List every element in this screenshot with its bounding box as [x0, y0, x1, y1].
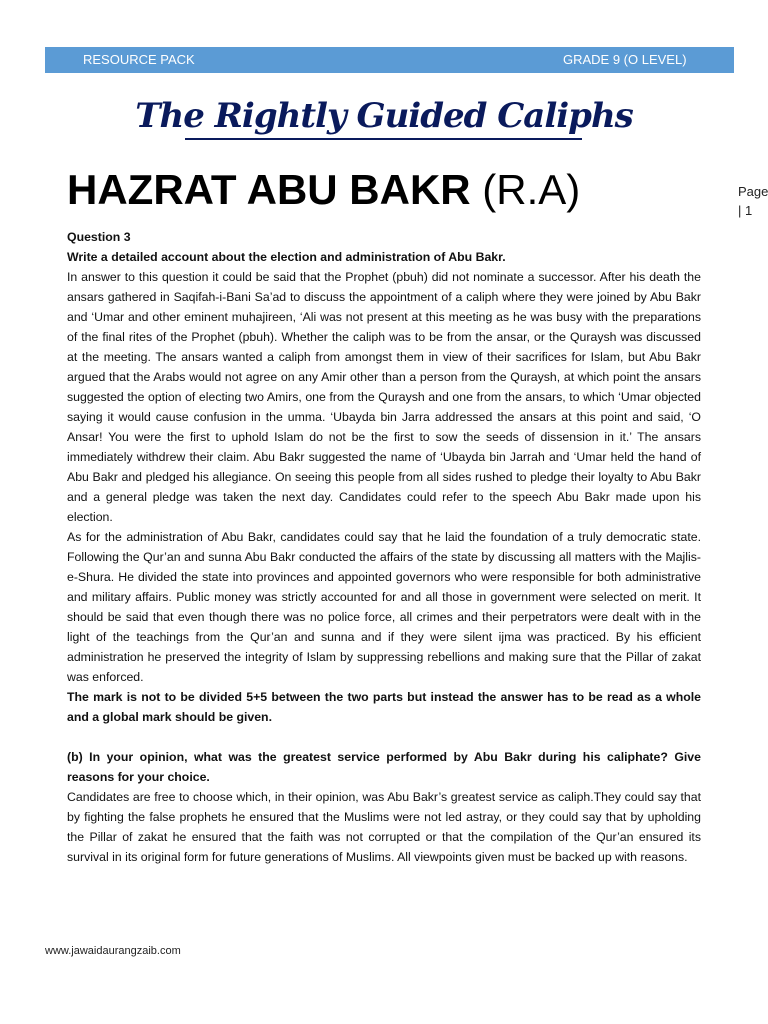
page-number: [738, 182, 768, 220]
main-heading-honorific: (R.A): [482, 166, 581, 213]
title-underline: [185, 138, 582, 140]
header-bar: [45, 47, 734, 73]
page-title-script: The Rightly Guided Caliphs: [135, 96, 633, 136]
page-number-value: | 1: [738, 203, 753, 218]
main-heading: [67, 164, 580, 216]
main-heading-name: HAZRAT ABU BAKR: [67, 166, 471, 213]
footer-website: www.jawaidaurangzaib.com: [45, 945, 181, 957]
document-body: [67, 227, 701, 867]
paragraph-spacer: [67, 727, 701, 747]
answer-paragraph-administration: As for the administration of Abu Bakr, candidates could say that he laid the foundation of a truly democratic state. Following the Qur’an and sunna Abu Bakr conducted the affairs of the state by discussing all matters with the Majlis-e-Shura. He divided the state into provinces and appointed governors who were responsible for both administrative and military affairs. Public money was strictly accounted for and all those in government were selected on merit. It should be said that even though there was no police force, all crimes and their perpetrators were dealt with in the light of the teachings from the Qur’an and sunna and if they were silent ijma was practiced. By his efficient administration he preserved the integrity of Islam by suppressing rebellions and making sure that the Pillar of zakat was enforced.: [67, 530, 701, 684]
page-label-text: Page: [738, 184, 768, 199]
question-prompt: Write a detailed account about the election and administration of Abu Bakr.: [67, 250, 506, 264]
question-label: Question 3: [67, 230, 131, 244]
answer-paragraph-election: In answer to this question it could be said that the Prophet (pbuh) did not nominate a successor. After his death the ansars gathered in Saqifah-i-Bani Sa’ad to discuss the appointment of a caliph where they were joined by Abu Bakr and ‘Umar and other eminent muhajireen, ‘Ali was not present at this meeting as he was busy with the preparations of the final rites of the Prophet (pbuh). Whether the caliph was to be from the ansar, or the Quraysh was discussed at the meeting. The ansars wanted a caliph from amongst them in view of their sacrifices for Islam, but Abu Bakr argued that the Arabs would not agree on any Amir other than a person from the Quraysh, at which point the ansars suggested the option of electing two Amirs, one from the Quraysh and one from the ansars, to which ‘Umar objected saying it would cause confusion in the umma. ‘Ubayda bin Jarra addressed the ansars at this point and said, ‘O Ansar! You were the first to uphold Islam do not be the first to sow the seeds of dissension in it.’ The ansars immediately withdrew their claim. Abu Bakr suggested the name of ‘Ubayda bin Jarrah and ‘Umar held the hand of Abu Bakr and pledged his allegiance. On seeing this people from all sides rushed to pledge their loyalty to Abu Bakr and a general pledge was taken the next day. Candidates could refer to the speech Abu Bakr made upon his election.: [67, 270, 701, 524]
header-grade-level: GRADE 9 (O LEVEL): [563, 52, 687, 67]
marking-note: The mark is not to be divided 5+5 between the two parts but instead the answer has to be read as a whole and a global mark should be given.: [67, 690, 701, 724]
part-b-prompt: (b) In your opinion, what was the greatest service performed by Abu Bakr during his caliphate? Give reasons for your choice.: [67, 750, 701, 784]
answer-paragraph-part-b: Candidates are free to choose which, in their opinion, was Abu Bakr’s greatest service as caliph.They could say that by fighting the false prophets he ensured that the Muslims were not led astray, or they could say that by upholding the Pillar of zakat he ensured that the faith was not corrupted or that the compilation of the Qur’an ensured its survival in its original form for future generations of Muslims. All viewpoints given must be backed up with reasons.: [67, 790, 701, 864]
header-resource-pack: RESOURCE PACK: [83, 52, 195, 67]
